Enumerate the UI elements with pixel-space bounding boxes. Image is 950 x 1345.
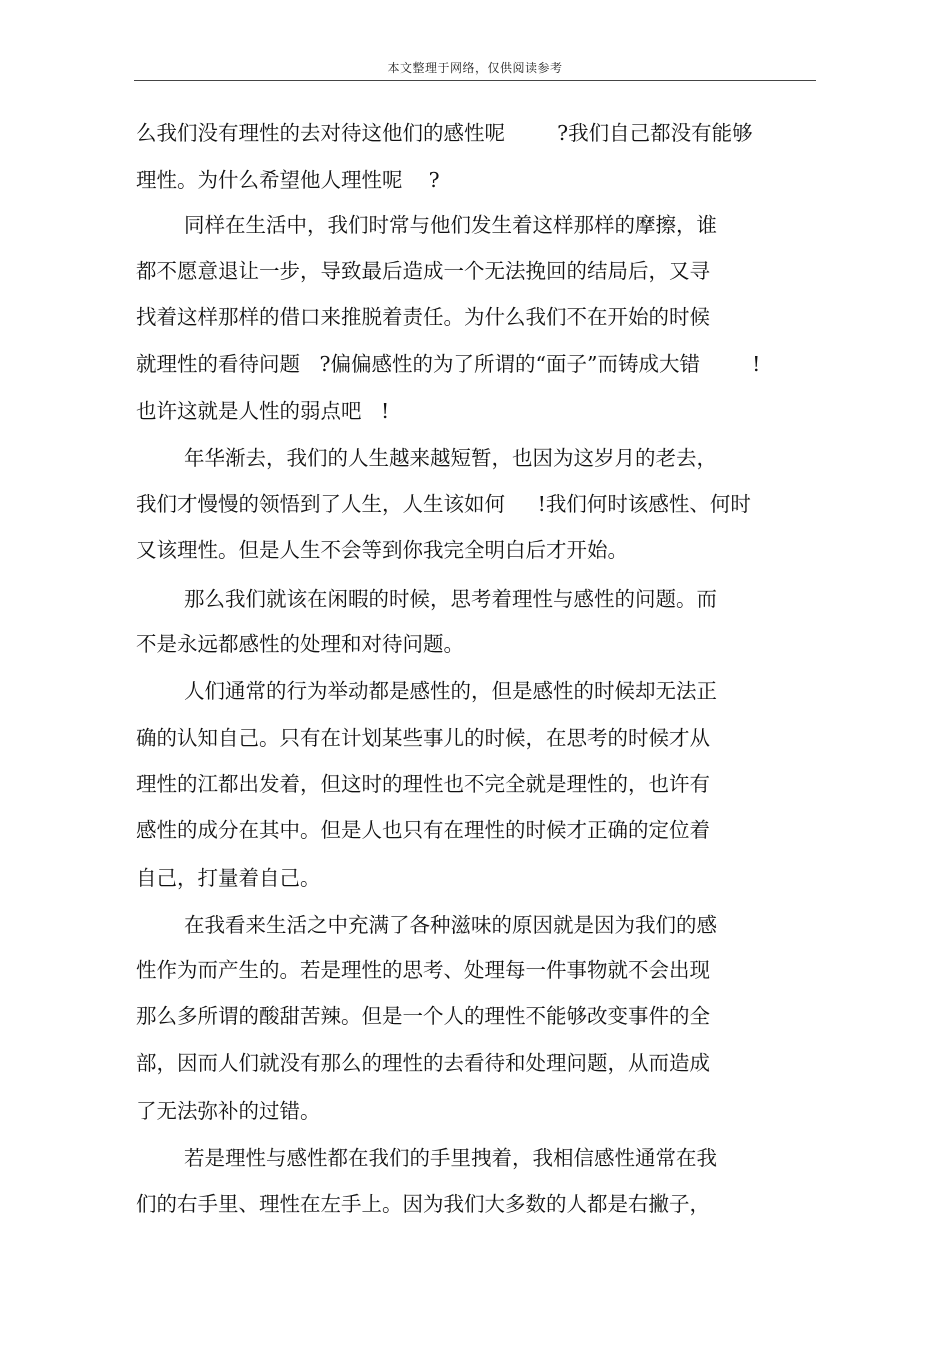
body-text-line: 性作为而产生的。若是理性的思考、处理每一件事物就不会出现 — [136, 958, 710, 982]
body-text-line: 们的右手里、理性在左手上。因为我们大多数的人都是右撇子， — [136, 1192, 710, 1216]
body-text-line: 理性。为什么希望他人理性呢 ? — [136, 168, 440, 192]
body-text-line: 确的认知自己。只有在计划某些事儿的时候，在思考的时候才从 — [136, 726, 710, 750]
page-header-note: 本文整理于网络，仅供阅读参考 — [387, 61, 563, 75]
body-text-line: 就理性的看待问题 ?偏偏感性的为了所谓的“面子”而铸成大错 ! — [136, 352, 761, 376]
body-text-line: 我们才慢慢的领悟到了人生，人生该如何 !我们何时该感性、何时 — [136, 492, 751, 516]
body-text-line: 那么多所谓的酸甜苦辣。但是一个人的理性不能够改变事件的全 — [136, 1004, 710, 1028]
body-text-line: 部，因而人们就没有那么的理性的去看待和处理问题，从而造成 — [136, 1051, 710, 1075]
body-text-line: 那么我们就该在闲暇的时候，思考着理性与感性的问题。而 — [184, 587, 717, 611]
header-divider — [134, 80, 816, 81]
body-text-line: 感性的成分在其中。但是人也只有在理性的时候才正确的定位着 — [136, 818, 710, 842]
body-text-line: 自己，打量着自己。 — [136, 866, 321, 890]
body-text-line: 在我看来生活之中充满了各种滋味的原因就是因为我们的感 — [184, 913, 717, 937]
body-text-line: 也许这就是人性的弱点吧 ! — [136, 399, 390, 423]
body-text-line: 都不愿意退让一步，导致最后造成一个无法挽回的结局后，又寻 — [136, 259, 710, 283]
body-text-line: 么我们没有理性的去对待这他们的感性呢 ?我们自己都没有能够 — [136, 121, 753, 145]
body-text-line: 理性的江都出发着，但这时的理性也不完全就是理性的，也许有 — [136, 772, 710, 796]
body-text-line: 人们通常的行为举动都是感性的，但是感性的时候却无法正 — [184, 679, 717, 703]
body-text-line: 同样在生活中，我们时常与他们发生着这样那样的摩擦，谁 — [184, 213, 717, 237]
body-text-line: 若是理性与感性都在我们的手里拽着，我相信感性通常在我 — [184, 1146, 717, 1170]
body-text-line: 了无法弥补的过错。 — [136, 1099, 321, 1123]
body-text-line: 又该理性。但是人生不会等到你我完全明白后才开始。 — [136, 538, 628, 562]
body-text-line: 找着这样那样的借口来推脱着责任。为什么我们不在开始的时候 — [136, 305, 710, 329]
body-text-line: 不是永远都感性的处理和对待问题。 — [136, 632, 464, 656]
body-text-line: 年华渐去，我们的人生越来越短暂，也因为这岁月的老去， — [184, 446, 717, 470]
